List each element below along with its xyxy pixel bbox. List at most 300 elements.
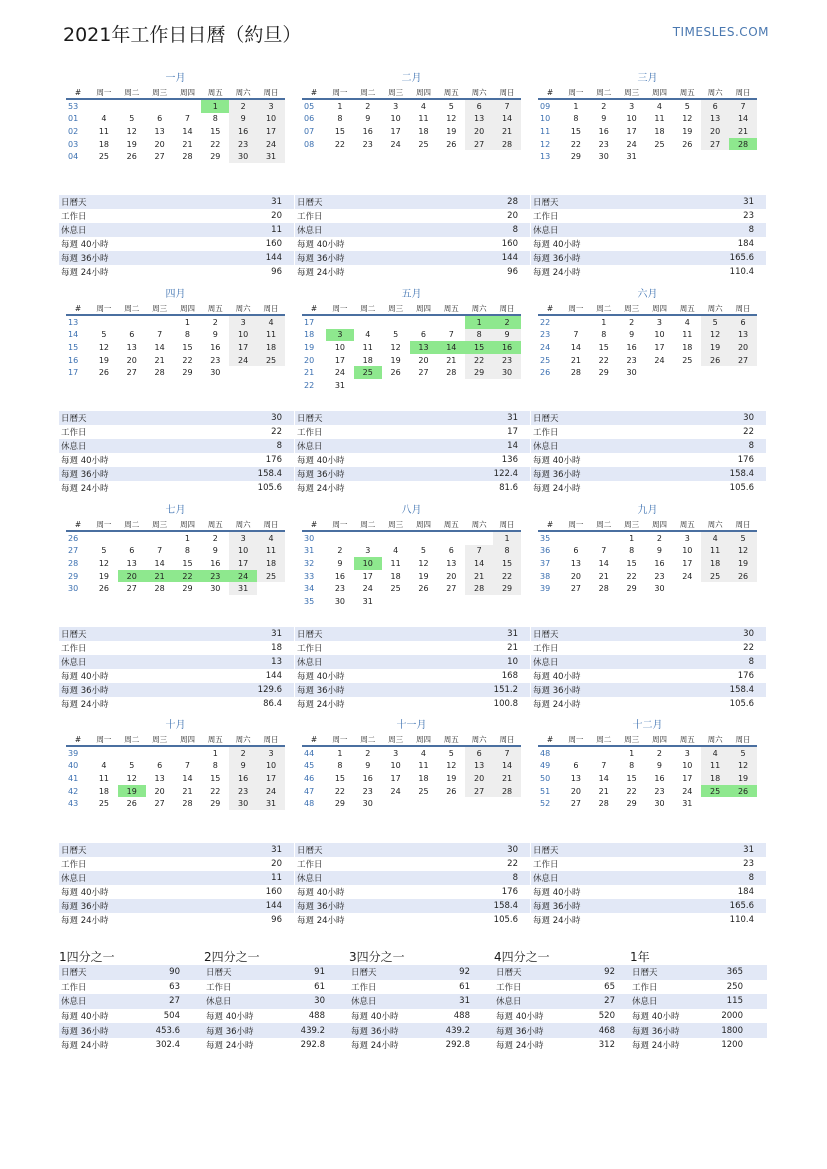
day-cell[interactable]: 26 — [418, 584, 429, 594]
day-cell[interactable]: 5 — [393, 330, 399, 340]
day-cell[interactable]: 24 — [682, 786, 693, 796]
day-cell[interactable]: 10 — [354, 557, 382, 570]
day-cell[interactable]: 26 — [126, 799, 137, 809]
day-cell[interactable]: 15 — [626, 558, 637, 568]
day-cell[interactable]: 21 — [493, 772, 521, 785]
day-cell[interactable]: 26 — [98, 368, 110, 378]
day-cell[interactable]: 3 — [229, 315, 257, 329]
day-cell[interactable]: 8 — [337, 761, 343, 771]
day-cell[interactable]: 3 — [229, 531, 257, 545]
day-cell[interactable]: 2 — [212, 317, 218, 327]
day-cell[interactable]: 1 — [493, 531, 521, 545]
day-cell[interactable]: 23 — [210, 355, 221, 365]
day-cell[interactable]: 23 — [654, 786, 665, 796]
day-cell[interactable]: 14 — [182, 126, 193, 136]
day-cell[interactable]: 20 — [465, 772, 493, 785]
day-cell[interactable]: 1 — [201, 99, 229, 113]
day-cell[interactable]: 22 — [626, 571, 637, 581]
day-cell[interactable]: 6 — [129, 546, 135, 556]
day-cell[interactable]: 3 — [326, 329, 354, 342]
day-cell[interactable]: 1 — [337, 101, 343, 111]
day-cell[interactable]: 15 — [210, 773, 221, 783]
day-cell[interactable]: 15 — [493, 557, 521, 570]
day-cell[interactable]: 12 — [418, 558, 429, 568]
day-cell[interactable]: 13 — [154, 126, 165, 136]
day-cell[interactable]: 4 — [101, 114, 107, 124]
day-cell[interactable]: 15 — [334, 126, 346, 136]
day-cell[interactable]: 25 — [682, 355, 693, 365]
day-cell[interactable]: 3 — [656, 317, 662, 327]
day-cell[interactable]: 16 — [654, 773, 665, 783]
day-cell[interactable]: 21 — [446, 355, 457, 365]
day-cell[interactable]: 19 — [98, 571, 110, 581]
day-cell[interactable]: 15 — [626, 773, 637, 783]
day-cell[interactable]: 8 — [212, 114, 218, 124]
day-cell[interactable]: 16 — [362, 126, 373, 136]
day-cell[interactable]: 17 — [682, 558, 693, 568]
day-cell[interactable]: 1 — [629, 748, 635, 758]
day-cell[interactable]: 7 — [493, 99, 521, 113]
day-cell[interactable]: 11 — [418, 761, 429, 771]
day-cell[interactable]: 27 — [701, 138, 729, 151]
day-cell[interactable]: 8 — [629, 546, 635, 556]
day-cell[interactable]: 15 — [210, 126, 221, 136]
day-cell[interactable]: 5 — [729, 531, 757, 545]
day-cell[interactable]: 18 — [654, 126, 665, 136]
day-cell[interactable]: 19 — [729, 557, 757, 570]
day-cell[interactable]: 29 — [626, 799, 637, 809]
day-cell[interactable]: 20 — [570, 786, 582, 796]
day-cell[interactable]: 13 — [570, 558, 582, 568]
day-cell[interactable]: 17 — [682, 773, 693, 783]
day-cell[interactable]: 21 — [570, 355, 582, 365]
day-cell[interactable]: 29 — [598, 368, 609, 378]
day-cell[interactable]: 23 — [598, 139, 609, 149]
day-cell[interactable]: 31 — [229, 582, 257, 595]
day-cell[interactable]: 3 — [393, 748, 399, 758]
day-cell[interactable]: 18 — [682, 342, 693, 352]
day-cell[interactable]: 7 — [157, 330, 163, 340]
day-cell[interactable]: 20 — [729, 341, 757, 354]
day-cell[interactable]: 22 — [570, 139, 582, 149]
day-cell[interactable]: 12 — [682, 114, 693, 124]
day-cell[interactable]: 17 — [390, 773, 401, 783]
day-cell[interactable]: 2 — [656, 533, 662, 543]
day-cell[interactable]: 24 — [229, 570, 257, 583]
day-cell[interactable]: 21 — [182, 139, 193, 149]
day-cell[interactable]: 20 — [118, 570, 146, 583]
day-cell[interactable]: 11 — [682, 330, 693, 340]
day-cell[interactable]: 27 — [465, 138, 493, 151]
day-cell[interactable]: 1 — [465, 315, 493, 329]
day-cell[interactable]: 6 — [573, 546, 579, 556]
day-cell[interactable]: 26 — [98, 584, 110, 594]
day-cell[interactable]: 27 — [729, 354, 757, 367]
day-cell[interactable]: 31 — [626, 152, 637, 162]
day-cell[interactable]: 28 — [598, 799, 609, 809]
day-cell[interactable]: 14 — [493, 760, 521, 773]
day-cell[interactable]: 11 — [98, 126, 110, 136]
day-cell[interactable]: 5 — [101, 330, 107, 340]
day-cell[interactable]: 26 — [446, 139, 457, 149]
day-cell[interactable]: 23 — [362, 139, 373, 149]
day-cell[interactable]: 24 — [654, 355, 665, 365]
day-cell[interactable]: 14 — [570, 342, 582, 352]
day-cell[interactable]: 19 — [118, 785, 146, 798]
day-cell[interactable]: 9 — [229, 760, 257, 773]
day-cell[interactable]: 20 — [446, 571, 457, 581]
day-cell[interactable]: 5 — [684, 101, 690, 111]
day-cell[interactable]: 7 — [493, 746, 521, 760]
day-cell[interactable]: 7 — [157, 546, 163, 556]
day-cell[interactable]: 29 — [570, 152, 582, 162]
day-cell[interactable]: 25 — [257, 354, 285, 367]
day-cell[interactable]: 18 — [390, 571, 401, 581]
day-cell[interactable]: 22 — [465, 354, 493, 367]
day-cell[interactable]: 18 — [701, 557, 729, 570]
day-cell[interactable]: 4 — [101, 761, 107, 771]
day-cell[interactable]: 6 — [465, 746, 493, 760]
day-cell[interactable]: 26 — [126, 152, 137, 162]
day-cell[interactable]: 11 — [257, 545, 285, 558]
day-cell[interactable]: 23 — [334, 584, 346, 594]
day-cell[interactable]: 28 — [493, 785, 521, 798]
day-cell[interactable]: 27 — [465, 785, 493, 798]
day-cell[interactable]: 4 — [420, 101, 426, 111]
day-cell[interactable]: 2 — [365, 748, 371, 758]
day-cell[interactable]: 4 — [684, 317, 690, 327]
day-cell[interactable]: 14 — [598, 558, 609, 568]
day-cell[interactable]: 12 — [729, 545, 757, 558]
day-cell[interactable]: 3 — [365, 546, 371, 556]
day-cell[interactable]: 24 — [626, 139, 637, 149]
day-cell[interactable]: 21 — [146, 570, 174, 583]
day-cell[interactable]: 12 — [98, 558, 110, 568]
day-cell[interactable]: 1 — [573, 101, 579, 111]
day-cell[interactable]: 26 — [729, 785, 757, 798]
day-cell[interactable]: 1 — [601, 317, 607, 327]
day-cell[interactable]: 25 — [98, 152, 110, 162]
day-cell[interactable]: 10 — [682, 761, 693, 771]
day-cell[interactable]: 10 — [654, 330, 665, 340]
day-cell[interactable]: 12 — [446, 114, 457, 124]
day-cell[interactable]: 30 — [493, 366, 521, 379]
day-cell[interactable]: 24 — [390, 786, 401, 796]
day-cell[interactable]: 30 — [362, 799, 373, 809]
day-cell[interactable]: 25 — [701, 785, 729, 798]
day-cell[interactable]: 29 — [182, 368, 193, 378]
day-cell[interactable]: 13 — [410, 341, 438, 354]
day-cell[interactable]: 13 — [465, 113, 493, 126]
day-cell[interactable]: 4 — [701, 531, 729, 545]
day-cell[interactable]: 14 — [729, 113, 757, 126]
day-cell[interactable]: 22 — [174, 570, 202, 583]
day-cell[interactable]: 10 — [229, 329, 257, 342]
day-cell[interactable]: 21 — [598, 786, 609, 796]
day-cell[interactable]: 7 — [601, 761, 607, 771]
day-cell[interactable]: 4 — [257, 531, 285, 545]
day-cell[interactable]: 9 — [629, 330, 635, 340]
day-cell[interactable]: 14 — [493, 113, 521, 126]
day-cell[interactable]: 14 — [182, 773, 193, 783]
day-cell[interactable]: 9 — [656, 546, 662, 556]
day-cell[interactable]: 27 — [446, 584, 457, 594]
day-cell[interactable]: 17 — [257, 772, 285, 785]
day-cell[interactable]: 4 — [393, 546, 399, 556]
day-cell[interactable]: 5 — [448, 748, 454, 758]
day-cell[interactable]: 4 — [420, 748, 426, 758]
day-cell[interactable]: 12 — [98, 342, 110, 352]
day-cell[interactable]: 16 — [626, 342, 637, 352]
day-cell[interactable]: 25 — [701, 570, 729, 583]
day-cell[interactable]: 1 — [337, 748, 343, 758]
day-cell[interactable]: 5 — [701, 315, 729, 329]
day-cell[interactable]: 10 — [390, 114, 401, 124]
day-cell[interactable]: 27 — [126, 584, 137, 594]
brand-logo[interactable]: TIMESLES.COM — [672, 25, 769, 39]
day-cell[interactable]: 3 — [629, 101, 635, 111]
day-cell[interactable]: 11 — [654, 114, 665, 124]
day-cell[interactable]: 26 — [446, 786, 457, 796]
day-cell[interactable]: 2 — [656, 748, 662, 758]
day-cell[interactable]: 26 — [729, 570, 757, 583]
day-cell[interactable]: 10 — [257, 113, 285, 126]
day-cell[interactable]: 25 — [654, 139, 665, 149]
day-cell[interactable]: 16 — [210, 558, 221, 568]
day-cell[interactable]: 15 — [334, 773, 346, 783]
day-cell[interactable]: 6 — [573, 761, 579, 771]
day-cell[interactable]: 28 — [598, 584, 609, 594]
day-cell[interactable]: 13 — [154, 773, 165, 783]
day-cell[interactable]: 20 — [701, 125, 729, 138]
day-cell[interactable]: 17 — [362, 571, 373, 581]
day-cell[interactable]: 11 — [701, 760, 729, 773]
day-cell[interactable]: 11 — [701, 545, 729, 558]
day-cell[interactable]: 28 — [729, 138, 757, 151]
day-cell[interactable]: 10 — [229, 545, 257, 558]
day-cell[interactable]: 12 — [729, 760, 757, 773]
day-cell[interactable]: 17 — [229, 341, 257, 354]
day-cell[interactable]: 25 — [418, 139, 429, 149]
day-cell[interactable]: 27 — [126, 368, 137, 378]
day-cell[interactable]: 1 — [212, 748, 218, 758]
day-cell[interactable]: 28 — [465, 582, 493, 595]
day-cell[interactable]: 16 — [229, 125, 257, 138]
day-cell[interactable]: 23 — [493, 354, 521, 367]
day-cell[interactable]: 18 — [257, 341, 285, 354]
day-cell[interactable]: 17 — [334, 355, 346, 365]
day-cell[interactable]: 15 — [465, 341, 493, 354]
day-cell[interactable]: 19 — [701, 341, 729, 354]
day-cell[interactable]: 24 — [362, 584, 373, 594]
day-cell[interactable]: 30 — [229, 150, 257, 163]
day-cell[interactable]: 18 — [701, 772, 729, 785]
day-cell[interactable]: 20 — [154, 139, 165, 149]
day-cell[interactable]: 9 — [212, 546, 218, 556]
day-cell[interactable]: 22 — [182, 355, 193, 365]
day-cell[interactable]: 2 — [493, 315, 521, 329]
day-cell[interactable]: 26 — [390, 368, 401, 378]
day-cell[interactable]: 28 — [182, 152, 193, 162]
day-cell[interactable]: 29 — [493, 582, 521, 595]
day-cell[interactable]: 8 — [465, 329, 493, 342]
day-cell[interactable]: 20 — [570, 571, 582, 581]
day-cell[interactable]: 22 — [598, 355, 609, 365]
day-cell[interactable]: 7 — [601, 546, 607, 556]
day-cell[interactable]: 21 — [729, 125, 757, 138]
day-cell[interactable]: 9 — [229, 113, 257, 126]
day-cell[interactable]: 6 — [129, 330, 135, 340]
day-cell[interactable]: 7 — [729, 99, 757, 113]
day-cell[interactable]: 5 — [729, 746, 757, 760]
day-cell[interactable]: 17 — [654, 342, 665, 352]
day-cell[interactable]: 12 — [126, 126, 137, 136]
day-cell[interactable]: 15 — [570, 126, 582, 136]
day-cell[interactable]: 24 — [682, 571, 693, 581]
day-cell[interactable]: 23 — [362, 786, 373, 796]
day-cell[interactable]: 2 — [337, 546, 343, 556]
day-cell[interactable]: 28 — [154, 368, 165, 378]
day-cell[interactable]: 12 — [390, 342, 401, 352]
day-cell[interactable]: 4 — [656, 101, 662, 111]
day-cell[interactable]: 14 — [437, 341, 465, 354]
day-cell[interactable]: 16 — [493, 341, 521, 354]
day-cell[interactable]: 19 — [126, 139, 137, 149]
day-cell[interactable]: 2 — [629, 317, 635, 327]
day-cell[interactable]: 19 — [418, 571, 429, 581]
day-cell[interactable]: 8 — [337, 114, 343, 124]
day-cell[interactable]: 8 — [629, 761, 635, 771]
day-cell[interactable]: 31 — [682, 799, 693, 809]
day-cell[interactable]: 28 — [493, 138, 521, 151]
day-cell[interactable]: 6 — [420, 330, 426, 340]
day-cell[interactable]: 18 — [257, 557, 285, 570]
day-cell[interactable]: 18 — [418, 773, 429, 783]
day-cell[interactable]: 17 — [257, 125, 285, 138]
day-cell[interactable]: 28 — [182, 799, 193, 809]
day-cell[interactable]: 20 — [418, 355, 429, 365]
day-cell[interactable]: 27 — [154, 799, 165, 809]
day-cell[interactable]: 30 — [654, 584, 665, 594]
day-cell[interactable]: 24 — [334, 368, 346, 378]
day-cell[interactable]: 28 — [570, 368, 582, 378]
day-cell[interactable]: 25 — [354, 366, 382, 379]
day-cell[interactable]: 19 — [446, 126, 457, 136]
day-cell[interactable]: 13 — [570, 773, 582, 783]
day-cell[interactable]: 2 — [601, 101, 607, 111]
day-cell[interactable]: 13 — [126, 558, 137, 568]
day-cell[interactable]: 23 — [626, 355, 637, 365]
day-cell[interactable]: 7 — [184, 761, 190, 771]
day-cell[interactable]: 20 — [154, 786, 165, 796]
day-cell[interactable]: 14 — [154, 558, 165, 568]
day-cell[interactable]: 30 — [210, 584, 221, 594]
day-cell[interactable]: 9 — [493, 329, 521, 342]
day-cell[interactable]: 6 — [448, 546, 454, 556]
day-cell[interactable]: 28 — [154, 584, 165, 594]
day-cell[interactable]: 20 — [465, 125, 493, 138]
day-cell[interactable]: 21 — [493, 125, 521, 138]
day-cell[interactable]: 6 — [157, 114, 163, 124]
day-cell[interactable]: 17 — [626, 126, 637, 136]
day-cell[interactable]: 4 — [257, 315, 285, 329]
day-cell[interactable]: 25 — [257, 570, 285, 583]
day-cell[interactable]: 29 — [626, 584, 637, 594]
day-cell[interactable]: 7 — [573, 330, 579, 340]
day-cell[interactable]: 12 — [701, 329, 729, 342]
day-cell[interactable]: 18 — [98, 786, 110, 796]
day-cell[interactable]: 7 — [448, 330, 454, 340]
day-cell[interactable]: 16 — [210, 342, 221, 352]
day-cell[interactable]: 28 — [446, 368, 457, 378]
day-cell[interactable]: 20 — [126, 355, 137, 365]
day-cell[interactable]: 13 — [465, 760, 493, 773]
day-cell[interactable]: 8 — [573, 114, 579, 124]
day-cell[interactable]: 3 — [257, 99, 285, 113]
day-cell[interactable]: 19 — [390, 355, 401, 365]
day-cell[interactable]: 26 — [682, 139, 693, 149]
day-cell[interactable]: 9 — [601, 114, 607, 124]
day-cell[interactable]: 11 — [390, 558, 401, 568]
day-cell[interactable]: 31 — [257, 150, 285, 163]
day-cell[interactable]: 25 — [390, 584, 401, 594]
day-cell[interactable]: 8 — [184, 330, 190, 340]
day-cell[interactable]: 6 — [465, 99, 493, 113]
day-cell[interactable]: 19 — [682, 126, 693, 136]
day-cell[interactable]: 29 — [210, 152, 221, 162]
day-cell[interactable]: 11 — [98, 773, 110, 783]
day-cell[interactable]: 6 — [157, 761, 163, 771]
day-cell[interactable]: 7 — [184, 114, 190, 124]
day-cell[interactable]: 10 — [390, 761, 401, 771]
day-cell[interactable]: 8 — [601, 330, 607, 340]
day-cell[interactable]: 16 — [654, 558, 665, 568]
day-cell[interactable]: 26 — [701, 354, 729, 367]
day-cell[interactable]: 15 — [182, 558, 193, 568]
day-cell[interactable]: 13 — [701, 113, 729, 126]
day-cell[interactable]: 14 — [465, 557, 493, 570]
day-cell[interactable]: 16 — [362, 773, 373, 783]
day-cell[interactable]: 29 — [334, 799, 346, 809]
day-cell[interactable]: 2 — [229, 746, 257, 760]
day-cell[interactable]: 31 — [362, 596, 373, 606]
day-cell[interactable]: 22 — [334, 139, 346, 149]
day-cell[interactable]: 6 — [701, 99, 729, 113]
day-cell[interactable]: 18 — [362, 355, 373, 365]
day-cell[interactable]: 17 — [229, 557, 257, 570]
day-cell[interactable]: 30 — [654, 799, 665, 809]
day-cell[interactable]: 1 — [629, 533, 635, 543]
day-cell[interactable]: 22 — [334, 786, 346, 796]
day-cell[interactable]: 24 — [229, 354, 257, 367]
day-cell[interactable]: 23 — [201, 570, 229, 583]
day-cell[interactable]: 22 — [626, 786, 637, 796]
day-cell[interactable]: 1 — [184, 533, 190, 543]
day-cell[interactable]: 11 — [257, 329, 285, 342]
day-cell[interactable]: 6 — [729, 315, 757, 329]
day-cell[interactable]: 30 — [626, 368, 637, 378]
day-cell[interactable]: 27 — [570, 799, 582, 809]
day-cell[interactable]: 16 — [334, 571, 346, 581]
day-cell[interactable]: 8 — [184, 546, 190, 556]
day-cell[interactable]: 9 — [365, 761, 371, 771]
day-cell[interactable]: 24 — [257, 138, 285, 151]
day-cell[interactable]: 5 — [129, 761, 135, 771]
day-cell[interactable]: 3 — [393, 101, 399, 111]
day-cell[interactable]: 16 — [229, 772, 257, 785]
day-cell[interactable]: 5 — [129, 114, 135, 124]
day-cell[interactable]: 19 — [446, 773, 457, 783]
